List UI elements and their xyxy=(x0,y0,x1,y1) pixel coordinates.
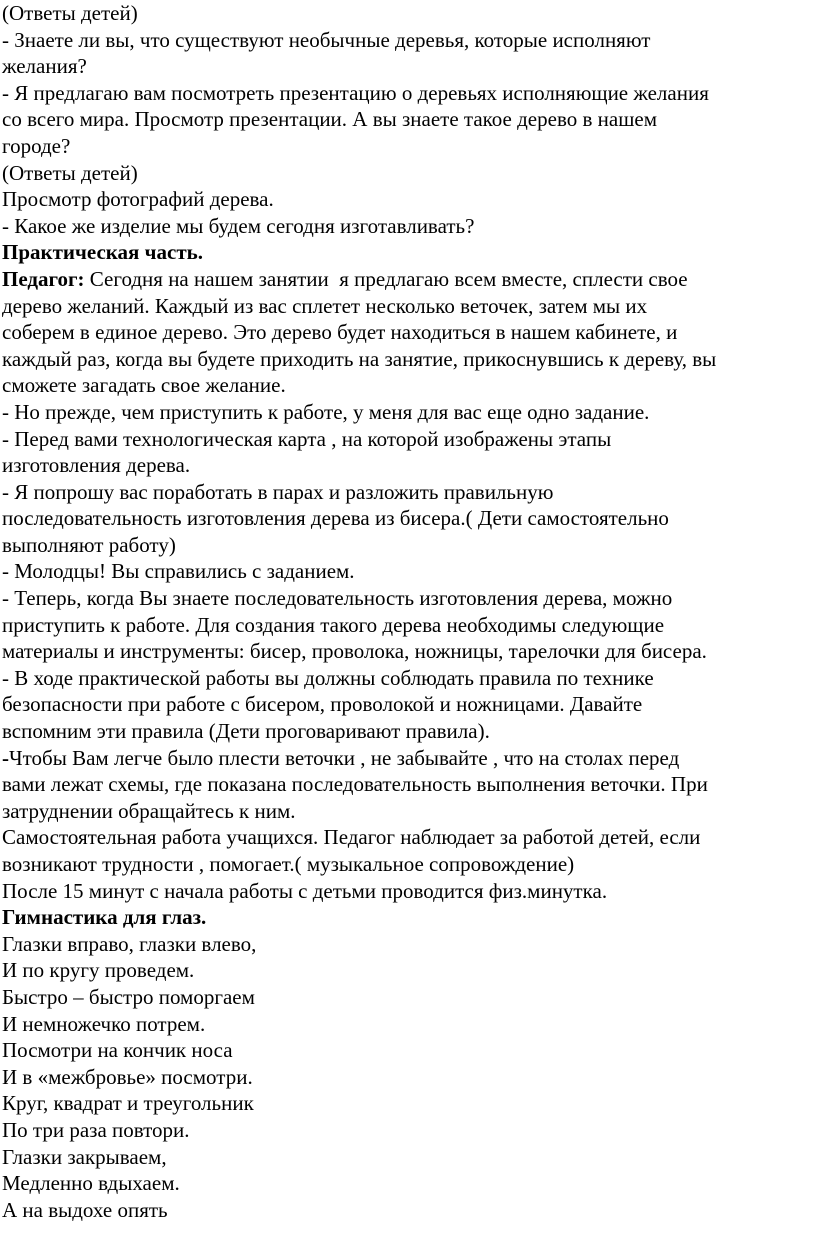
text-line xyxy=(2,745,814,772)
line-text: со всего мира. Просмотр презентации. А вы знаете такое дерево в нашем xyxy=(2,107,657,132)
text-line xyxy=(2,1144,814,1171)
line-text: желания? xyxy=(2,54,87,79)
text-line xyxy=(2,1011,814,1038)
line-text: изготовления дерева. xyxy=(2,453,191,478)
text-line xyxy=(2,824,814,851)
text-line xyxy=(2,0,814,27)
line-text: материалы и инструменты: бисер, проволока, ножницы, тарелочки для бисера. xyxy=(2,639,707,664)
section-heading xyxy=(2,239,814,266)
text-line xyxy=(2,399,814,426)
text-line xyxy=(2,80,814,107)
text-line xyxy=(2,1090,814,1117)
line-text: Просмотр фотографий дерева. xyxy=(2,187,274,212)
section-heading xyxy=(2,904,814,931)
text-line xyxy=(2,771,814,798)
line-text: затруднении обращайтесь к ним. xyxy=(2,798,296,823)
document-page xyxy=(2,0,814,1223)
line-text: Круг, квадрат и треугольник xyxy=(2,1091,254,1116)
line-text: городе? xyxy=(2,133,71,158)
text-line xyxy=(2,878,814,905)
text-line xyxy=(2,319,814,346)
text-line xyxy=(2,984,814,1011)
line-text: дерево желаний. Каждый из вас сплетет несколько веточек, затем мы их xyxy=(2,293,648,318)
line-text: - Знаете ли вы, что существуют необычные деревья, которые исполняют xyxy=(2,27,651,52)
line-text: безопасности при работе с бисером, проволокой и ножницами. Давайте xyxy=(2,692,643,717)
text-line xyxy=(2,612,814,639)
line-text: (Ответы детей) xyxy=(2,1,138,25)
text-line xyxy=(2,1170,814,1197)
line-text: - Какое же изделие мы будем сегодня изготавливать? xyxy=(2,213,475,238)
line-text: Самостоятельная работа учащихся. Педагог наблюдает за работой детей, если xyxy=(2,825,701,850)
text-line xyxy=(2,505,814,532)
text-line xyxy=(2,426,814,453)
text-line xyxy=(2,372,814,399)
line-text: Сегодня на нашем занятии я предлагаю всем вместе, сплести свое xyxy=(84,266,688,291)
bold-lead: - xyxy=(2,745,9,770)
line-text: Практическая часть. xyxy=(2,240,203,265)
line-text: Чтобы Вам легче было плести веточки , не забывайте , что на столах перед xyxy=(9,745,680,770)
text-line xyxy=(2,638,814,665)
text-line xyxy=(2,1197,814,1224)
text-line xyxy=(2,452,814,479)
line-text: И по кругу проведем. xyxy=(2,958,195,983)
line-text: - Молодцы! Вы справились с заданием. xyxy=(2,559,355,584)
line-text: сможете загадать свое желание. xyxy=(2,373,286,398)
line-text: последовательность изготовления дерева из бисера.( Дети самостоятельно xyxy=(2,506,669,531)
line-text: После 15 минут с начала работы с детьми проводится физ.минутка. xyxy=(2,878,608,903)
line-text: вами лежат схемы, где показана последовательность выполнения веточки. При xyxy=(2,772,708,797)
text-line xyxy=(2,957,814,984)
text-line xyxy=(2,106,814,133)
line-text: - Я предлагаю вам посмотреть презентацию о деревьях исполняющие желания xyxy=(2,80,709,105)
line-text: - Я попрошу вас поработать в парах и разложить правильную xyxy=(2,479,554,504)
line-text: (Ответы детей) xyxy=(2,160,138,185)
line-text: приступить к работе. Для создания такого дерева необходимы следующие xyxy=(2,612,665,637)
text-line xyxy=(2,213,814,240)
text-line xyxy=(2,160,814,187)
bold-lead: Педагог: xyxy=(2,266,85,291)
line-text: Глазки закрываем, xyxy=(2,1144,167,1169)
text-line xyxy=(2,27,814,54)
line-text: - Но прежде, чем приступить к работе, у меня для вас еще одно задание. xyxy=(2,399,650,424)
line-text: возникают трудности , помогает.( музыкальное сопровождение) xyxy=(2,852,575,876)
line-text: соберем в единое дерево. Это дерево будет находиться в нашем кабинете, и xyxy=(2,320,678,345)
text-line xyxy=(2,558,814,585)
line-text: Медленно вдыхаем. xyxy=(2,1171,180,1196)
text-line xyxy=(2,1064,814,1091)
text-line xyxy=(2,186,814,213)
line-text: выполняют работу) xyxy=(2,532,176,557)
line-text: каждый раз, когда вы будете приходить на занятие, прикоснувшись к дереву, вы xyxy=(2,346,717,371)
line-text: Глазки вправо, глазки влево, xyxy=(2,931,257,956)
text-line xyxy=(2,798,814,825)
line-text: Гимнастика для глаз. xyxy=(2,905,207,930)
text-line xyxy=(2,665,814,692)
line-text: - В ходе практической работы вы должны соблюдать правила по технике xyxy=(2,665,654,690)
text-line xyxy=(2,293,814,320)
text-line xyxy=(2,1117,814,1144)
line-text: вспомним эти правила (Дети проговаривают правила). xyxy=(2,719,490,744)
text-line xyxy=(2,1037,814,1064)
text-line xyxy=(2,585,814,612)
text-line xyxy=(2,691,814,718)
line-text: По три раза повтори. xyxy=(2,1117,190,1142)
text-line xyxy=(2,718,814,745)
text-line xyxy=(2,53,814,80)
line-text: Быстро – быстро поморгаем xyxy=(2,984,255,1009)
text-line xyxy=(2,266,814,293)
text-line xyxy=(2,931,814,958)
line-text: - Теперь, когда Вы знаете последовательность изготовления дерева, можно xyxy=(2,586,673,611)
line-text: И в «межбровье» посмотри. xyxy=(2,1064,253,1089)
line-text: И немножечко потрем. xyxy=(2,1011,206,1036)
line-text: А на выдохе опять xyxy=(2,1197,168,1222)
text-line xyxy=(2,851,814,878)
text-line xyxy=(2,133,814,160)
text-line xyxy=(2,532,814,559)
line-text: - Перед вами технологическая карта , на которой изображены этапы xyxy=(2,426,612,451)
text-line xyxy=(2,346,814,373)
text-line xyxy=(2,479,814,506)
line-text: Посмотри на кончик носа xyxy=(2,1038,233,1063)
